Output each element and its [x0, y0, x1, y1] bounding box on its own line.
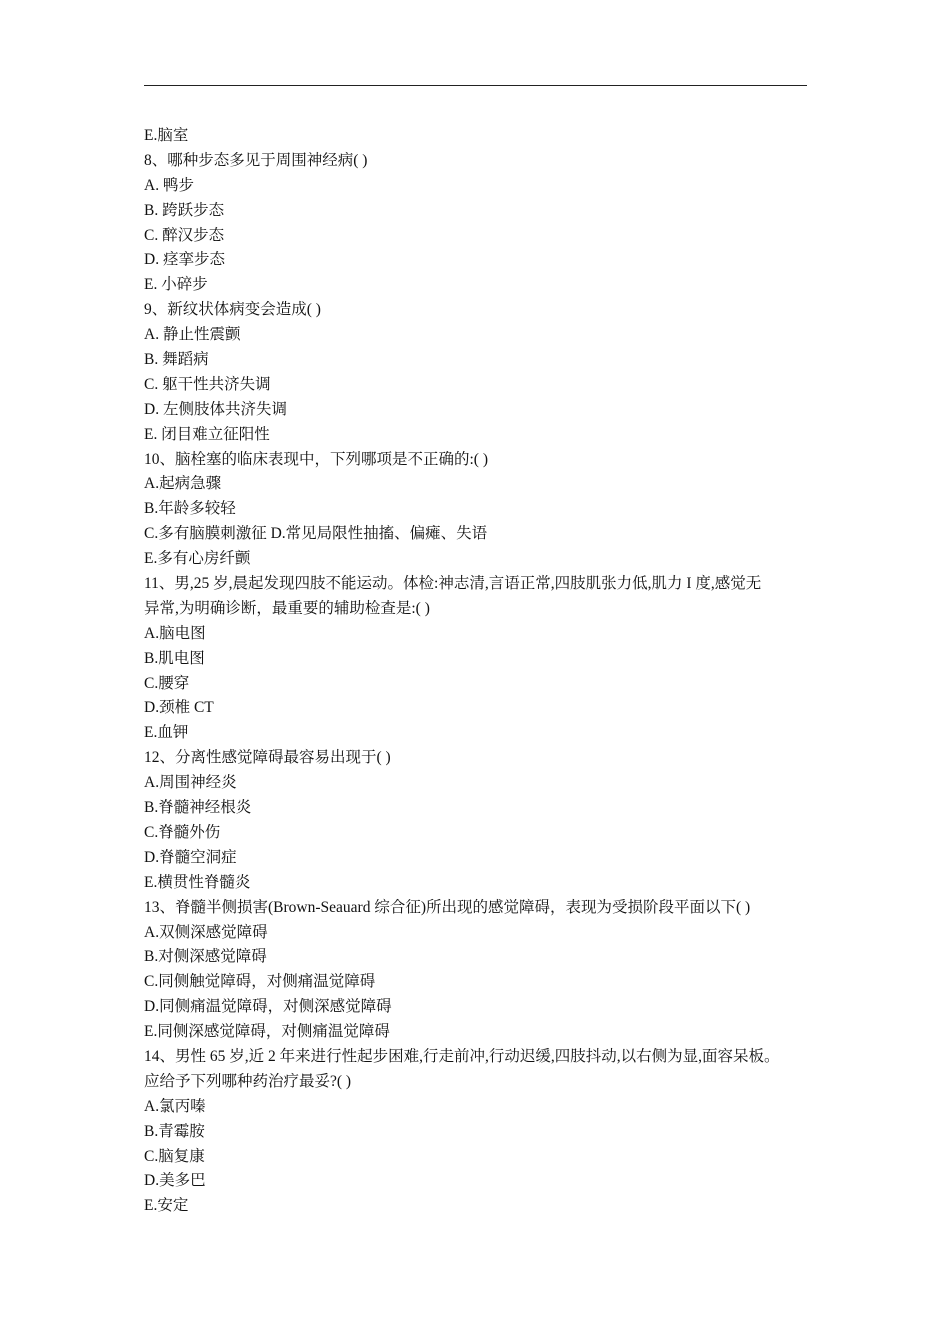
question-14-continued: 应给予下列哪种药治疗最妥?( ) [144, 1072, 352, 1090]
option-e: E.血钾 [144, 724, 189, 742]
option-b: B.脊髓神经根炎 [144, 799, 252, 817]
option-e: E.安定 [144, 1197, 189, 1215]
option-e: E.多有心房纤颤 [144, 550, 251, 568]
question-11: 11、男,25 岁,晨起发现四肢不能运动。体检:神志清,言语正常,四肢肌张力低,肌力 I 度,感觉无 [144, 575, 762, 593]
option-d: D.脊髓空洞症 [144, 848, 237, 866]
question-11-continued: 异常,为明确诊断，最重要的辅助检查是:( ) [144, 599, 430, 617]
option-d: D.同侧痛温觉障碍，对侧深感觉障碍 [144, 998, 392, 1016]
option-c: C. 醉汉步态 [144, 226, 225, 244]
option-a: A. 鸭步 [144, 176, 194, 194]
option-b: B. 舞蹈病 [144, 351, 209, 369]
option-d: D.颈椎 CT [144, 699, 214, 717]
option-a: A.起病急骤 [144, 475, 222, 493]
text-line: E.脑室 [144, 127, 189, 144]
header-rule [144, 85, 807, 86]
option-e: E. 小碎步 [144, 276, 208, 294]
option-c: C. 躯干性共济失调 [144, 375, 271, 393]
option-b: B. 跨跃步态 [144, 201, 225, 219]
option-a: A.周围神经炎 [144, 774, 237, 792]
question-14: 14、男性 65 岁,近 2 年来进行性起步困难,行走前冲,行动迟缓,四肢抖动,以右侧为显,面容呆板。 [144, 1047, 780, 1065]
question-10: 10、脑栓塞的临床表现中，下列哪项是不正确的:( ) [144, 450, 489, 468]
question-9: 9、新纹状体病变会造成( ) [144, 301, 321, 319]
option-c: C.同侧触觉障碍，对侧痛温觉障碍 [144, 973, 376, 991]
option-b: B.青霉胺 [144, 1122, 205, 1140]
option-e: E. 闭目难立征阳性 [144, 425, 270, 443]
document-body [144, 124, 810, 1219]
question-8: 8、哪种步态多见于周围神经病( ) [144, 151, 368, 169]
option-e: E.横贯性脊髓炎 [144, 873, 251, 891]
option-d: D.美多巴 [144, 1172, 206, 1190]
option-e: E.同侧深感觉障碍，对侧痛温觉障碍 [144, 1023, 390, 1041]
option-a: A.脑电图 [144, 624, 206, 642]
option-a: A.氯丙嗪 [144, 1097, 206, 1115]
option-c: C.腰穿 [144, 674, 190, 692]
option-c: C.脊髓外伤 [144, 823, 221, 841]
option-c: C.脑复康 [144, 1147, 205, 1165]
option-a: A.双侧深感觉障碍 [144, 923, 268, 941]
question-13: 13、脊髓半侧损害(Brown-Seauard 综合征)所出现的感觉障碍，表现为受损阶段平面以下( ) [144, 898, 751, 916]
option-d: D. 痉挛步态 [144, 251, 225, 269]
option-b: B.年龄多较轻 [144, 500, 236, 518]
question-12: 12、分离性感觉障碍最容易出现于( ) [144, 749, 391, 767]
option-d: D. 左侧肢体共济失调 [144, 400, 287, 418]
option-b: B.肌电图 [144, 649, 205, 667]
option-b: B.对侧深感觉障碍 [144, 948, 267, 966]
option-a: A. 静止性震颤 [144, 326, 241, 344]
option-c-d: C.多有脑膜刺激征 D.常见局限性抽搐、偏瘫、失语 [144, 525, 488, 543]
